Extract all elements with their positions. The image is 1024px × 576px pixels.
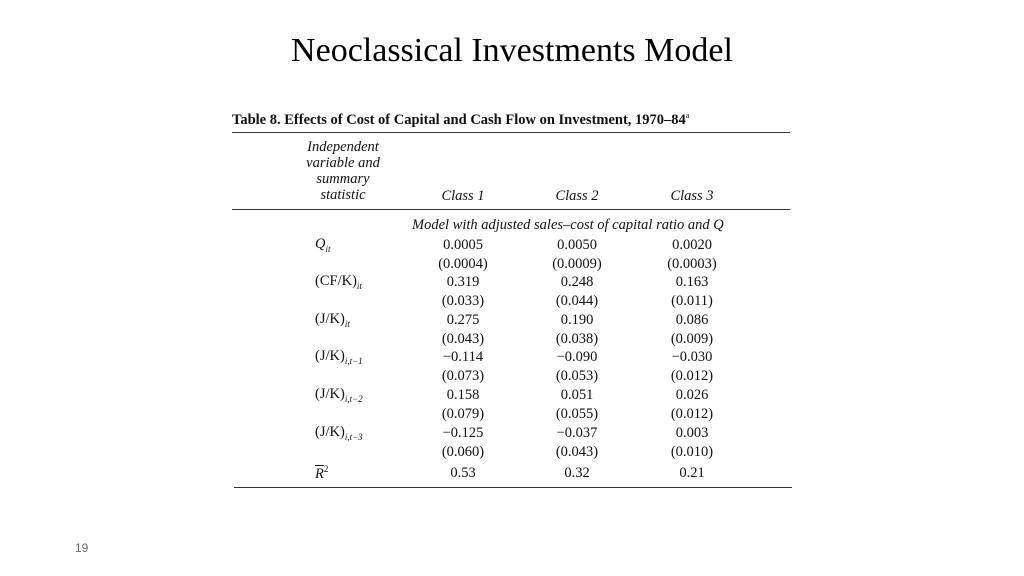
r-squared-cell: 0.53	[450, 465, 476, 481]
row-label-main: (J/K)	[315, 424, 345, 440]
r-squared-cell: 0.32	[564, 465, 590, 481]
coef-cell: 0.003	[675, 425, 709, 441]
row-label-subscript: i,t−2	[344, 393, 363, 404]
se-cell: (0.044)	[555, 293, 599, 309]
row-label-main: Q	[315, 236, 326, 252]
coef-cell: −0.125	[442, 425, 484, 441]
slide-title: Neoclassical Investments Model	[291, 32, 733, 69]
se-cell: (0.0003)	[667, 256, 717, 272]
se-cell: (0.060)	[441, 444, 485, 460]
se-cell: (0.011)	[671, 293, 713, 309]
row-label-subscript: i,t−3	[344, 431, 363, 442]
row-label	[315, 348, 363, 366]
table-row	[0, 311, 1024, 349]
row-label	[315, 386, 363, 404]
stub-header-line: Independent	[307, 139, 379, 155]
coef-cell: 0.0020	[672, 237, 712, 253]
r-squared-cell: 0.21	[679, 465, 705, 481]
coef-cell: 0.086	[675, 312, 709, 328]
model-heading: Model with adjusted sales–cost of capital ratio and Q	[412, 217, 724, 233]
table-caption-footnote-mark: a	[685, 111, 690, 120]
coef-cell: 0.275	[446, 312, 480, 328]
row-label-subscript: i,t−1	[344, 355, 363, 366]
table-caption	[232, 111, 689, 129]
row-label	[315, 236, 331, 254]
table-row	[0, 236, 1024, 274]
stub-header-line: variable and	[306, 155, 380, 171]
coef-cell: 0.248	[560, 274, 594, 290]
se-cell: (0.033)	[441, 293, 485, 309]
coef-cell: 0.163	[675, 274, 709, 290]
se-cell: (0.012)	[670, 368, 714, 384]
table-bottom-rule	[234, 487, 792, 488]
r-bar-symbol: $\overline{R}$	[315, 465, 324, 482]
row-label-subscript: it	[344, 318, 350, 329]
se-cell: (0.043)	[555, 444, 599, 460]
row-label-subscript: it	[356, 280, 362, 291]
coef-cell: 0.026	[675, 387, 709, 403]
column-header-class-2: Class 2	[555, 188, 599, 204]
coef-cell: 0.051	[560, 387, 594, 403]
coef-cell: 0.190	[560, 312, 594, 328]
se-cell: (0.012)	[670, 406, 714, 422]
se-cell: (0.038)	[555, 331, 599, 347]
se-cell: (0.073)	[441, 368, 485, 384]
coef-cell: −0.037	[556, 425, 598, 441]
coef-cell: 0.0050	[557, 237, 597, 253]
se-cell: (0.0004)	[438, 256, 488, 272]
se-cell: (0.0009)	[552, 256, 602, 272]
se-cell: (0.009)	[670, 331, 714, 347]
coef-cell: −0.090	[556, 349, 598, 365]
table-row-r-squared	[0, 464, 1024, 502]
table-caption-text: Table 8. Effects of Cost of Capital and Cash Flow on Investment, 1970–84	[232, 111, 686, 128]
row-label	[315, 273, 362, 291]
coef-cell: −0.030	[671, 349, 713, 365]
column-header-class-1: Class 1	[441, 188, 485, 204]
row-label-main: (J/K)	[315, 311, 345, 327]
se-cell: (0.079)	[441, 406, 485, 422]
table-row	[0, 424, 1024, 462]
page-number: 19	[75, 541, 89, 555]
table-top-rule	[232, 132, 790, 133]
row-label-main: (J/K)	[315, 348, 345, 364]
header-bottom-rule	[232, 209, 790, 210]
table-row	[0, 273, 1024, 311]
se-cell: (0.010)	[670, 444, 714, 460]
row-label	[315, 311, 350, 329]
row-label-main: (CF/K)	[315, 273, 357, 289]
coef-cell: 0.0005	[443, 237, 483, 253]
stub-header-line: statistic	[320, 187, 366, 203]
row-label	[315, 464, 328, 483]
se-cell: (0.055)	[555, 406, 599, 422]
table-row	[0, 386, 1024, 424]
stub-header	[288, 139, 398, 203]
se-cell: (0.053)	[555, 368, 599, 384]
stub-header-line: summary	[316, 171, 370, 187]
se-cell: (0.043)	[441, 331, 485, 347]
column-header-class-3: Class 3	[670, 188, 714, 204]
row-label-subscript: it	[325, 243, 331, 254]
row-label-main: (J/K)	[315, 386, 345, 402]
table-row	[0, 348, 1024, 386]
coef-cell: 0.158	[446, 387, 480, 403]
coef-cell: −0.114	[442, 349, 484, 365]
row-label	[315, 424, 363, 442]
coef-cell: 0.319	[446, 274, 480, 290]
r-squared-exponent: 2	[323, 464, 329, 474]
